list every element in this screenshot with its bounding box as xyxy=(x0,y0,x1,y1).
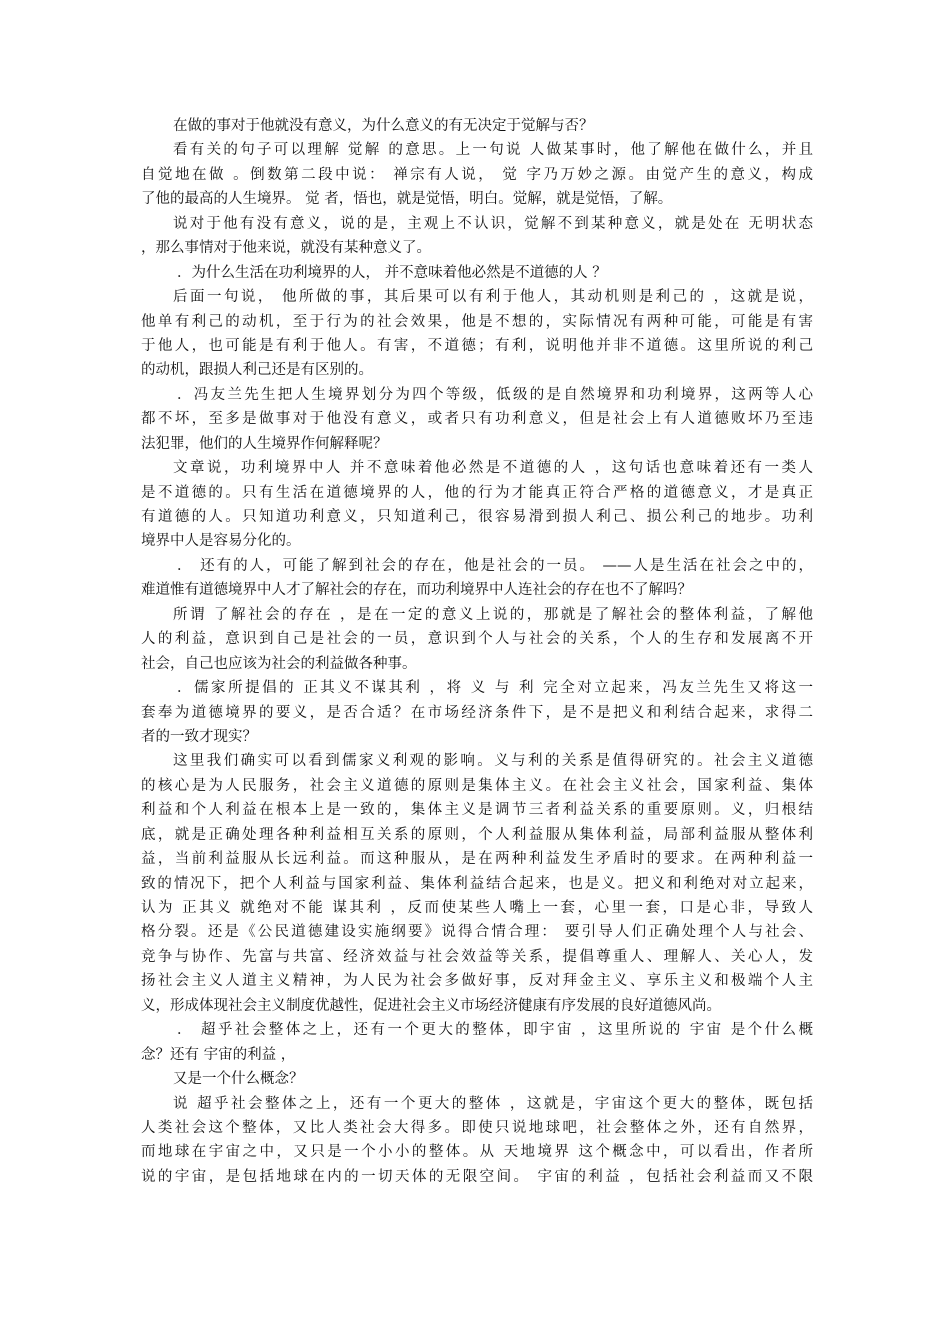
text-line: 而地球在宇宙之中，又只是一个小小的整体。从 天地境界 这个概念中，可以看出，作者所 xyxy=(141,1144,813,1161)
question-5 xyxy=(141,1018,813,1067)
text-line: 格分裂。还是《公民道德建设实施纲要》说得合情合理： 要引导人们正确处理个人与社会、 xyxy=(141,924,813,941)
paragraph-wuming xyxy=(141,212,813,261)
answer-1 xyxy=(141,285,813,383)
text-line: 是不道德的。只有生活在道德境界的人，他的行为才能真正符合严格的道德意义，才是真正 xyxy=(141,484,813,501)
text-line: 竞争与协作、先富与共富、经济效益与社会效益等关系，提倡尊重人、理解人、关心人，发 xyxy=(141,948,813,965)
question-line: 念？还有 宇宙的利益 ， xyxy=(141,1046,296,1063)
text-line: 说的宇宙，是包括地球在内的一切天体的无限空间。 宇宙的利益 ，包括社会利益而又不限 xyxy=(141,1168,813,1185)
question-5-continued xyxy=(141,1067,813,1091)
text-line: 益，当前利益服从长远利益。而这种服从，是在两种利益发生矛盾时的要求。在两种利益一 xyxy=(141,851,813,868)
text-line: 人的利益，意识到自己是社会的一员，意识到个人与社会的关系，个人的生存和发展离不开 xyxy=(141,631,813,648)
answer-3 xyxy=(141,603,813,676)
question-line: ．儒家所提倡的 正其义不谋其利 ，将 义 与 利 完全对立起来，冯友兰先生又将这一 xyxy=(177,680,813,697)
question-1 xyxy=(141,261,813,285)
question-line: 都不坏，至多是做事对于他没有意义，或者只有功利意义，但是社会上有人道德败坏乃至违 xyxy=(141,411,813,428)
text-line: 社会，自己也应该为社会的利益做各种事。 xyxy=(141,655,417,672)
text-line: 所谓 了解社会的存在 ，是在一定的意义上说的，那就是了解社会的整体利益，了解他 xyxy=(173,606,813,623)
text-line: 利益和个人利益在根本上是一致的，集体主义是调节三者利益关系的重要原则。义，归根结 xyxy=(141,802,813,819)
paragraph-continuation xyxy=(141,114,813,138)
question-line: ．为什么生活在功利境界的人， 并不意味着他必然是不道德的人 ？ xyxy=(177,264,607,281)
text-line: 有道德的人。只知道功利意义，只知道利己，很容易滑到损人利己、损公利己的地步。功利 xyxy=(141,509,813,525)
paragraph-juejie-meaning xyxy=(141,138,813,211)
question-4 xyxy=(141,676,813,749)
question-line: 者的一致才现实？ xyxy=(141,728,257,745)
text-line: 他单有利己的动机，至于行为的社会效果，他是不想的，实际情况有两种可能，可能是有害 xyxy=(141,313,813,330)
text-line: 致的情况下，把个人利益与国家利益、集体利益结合起来，也是义。把义和利绝对对立起来， xyxy=(141,875,813,892)
text-line: 说 超乎社会整体之上，还有一个更大的整体 ，这就是，宇宙这个更大的整体，既包括 xyxy=(173,1095,813,1112)
text-line: 在做的事对于他就没有意义，为什么意义的有无决定于觉解与否？ xyxy=(173,118,594,134)
question-line: ． 还有的人，可能了解到社会的存在，他是社会的一员。 ——人是生活在社会之中的， xyxy=(177,557,813,574)
question-line: 又是一个什么概念？ xyxy=(173,1071,304,1088)
text-line: 认为 正其义 就绝对不能 谋其利 ，反而使某些人嘴上一套，心里一套，口是心非，导致人 xyxy=(141,900,813,916)
question-3 xyxy=(141,554,813,603)
text-line: 后面一句说， 他所做的事，其后果可以有利于他人，其动机则是利己的 ，这就是说， xyxy=(173,289,813,306)
question-line: 难道惟有道德境界中人才了解社会的存在，而功利境界中人连社会的存在也不了解吗？ xyxy=(141,582,692,599)
text-line: 底，就是正确处理各种利益相互关系的原则，个人利益服从集体利益，局部利益服从整体利 xyxy=(141,826,813,843)
text-line: 扬社会主义人道主义精神，为人民为社会多做好事，反对拜金主义、享乐主义和极端个人主 xyxy=(141,973,813,990)
text-line: 说对于他有没有意义，说的是，主观上不认识，觉解不到某种意义，就是处在 无明状态 xyxy=(173,215,813,232)
text-line: 这里我们确实可以看到儒家义利观的影响。义与利的关系是值得研究的。社会主义道德 xyxy=(173,753,813,770)
text-line: 文章说，功利境界中人 并不意味着他必然是不道德的人 ，这句话也意味着还有一类人 xyxy=(173,460,813,477)
text-line: 义，形成体现社会主义制度优越性，促进社会主义市场经济健康有序发展的良好道德风尚。 xyxy=(141,997,721,1014)
question-line: ． 超乎社会整体之上，还有一个更大的整体，即宇宙 ，这里所说的 宇宙 是个什么概 xyxy=(177,1022,813,1039)
text-line: 了他的最高的人生境界。 觉 者，悟也，就是觉悟，明白。觉解，就是觉悟，了解。 xyxy=(141,191,673,208)
question-line: ．冯友兰先生把人生境界划分为四个等级，低级的是自然境界和功利境界，这两等人心 xyxy=(177,386,813,403)
question-line: 法犯罪，他们的人生境界作何解释呢？ xyxy=(141,435,388,452)
text-line: 境界中人是容易分化的。 xyxy=(141,533,301,550)
answer-5 xyxy=(141,1092,813,1190)
text-line: 的核心是为人民服务，社会主义道德的原则是集体主义。在社会主义社会，国家利益、集体 xyxy=(141,777,813,794)
question-2 xyxy=(141,383,813,456)
document-page xyxy=(141,114,813,1189)
text-line: ，那么事情对于他来说，就没有某种意义了。 xyxy=(141,240,431,257)
answer-2 xyxy=(141,456,813,554)
text-line: 人类社会这个整体，又比人类社会大得多。即使只说地球吧，社会整体之外，还有自然界， xyxy=(141,1119,813,1136)
answer-4 xyxy=(141,749,813,1018)
text-line: 于他人，也可能是有利于他人。有害，不道德；有利，说明他并非不道德。这里所说的利己 xyxy=(141,337,813,354)
text-line: 自觉地在做 。倒数第二段中说： 禅宗有人说， 觉 字乃万妙之源。由觉产生的意义，构成 xyxy=(141,166,813,183)
question-line: 套奉为道德境界的要义，是否合适？在市场经济条件下，是不是把义和利结合起来，求得二 xyxy=(141,704,813,721)
text-line: 看有关的句子可以理解 觉解 的意思。上一句说 人做某事时，他了解他在做什么，并且 xyxy=(173,142,813,159)
text-line: 的动机，跟损人利己还是有区别的。 xyxy=(141,362,373,379)
